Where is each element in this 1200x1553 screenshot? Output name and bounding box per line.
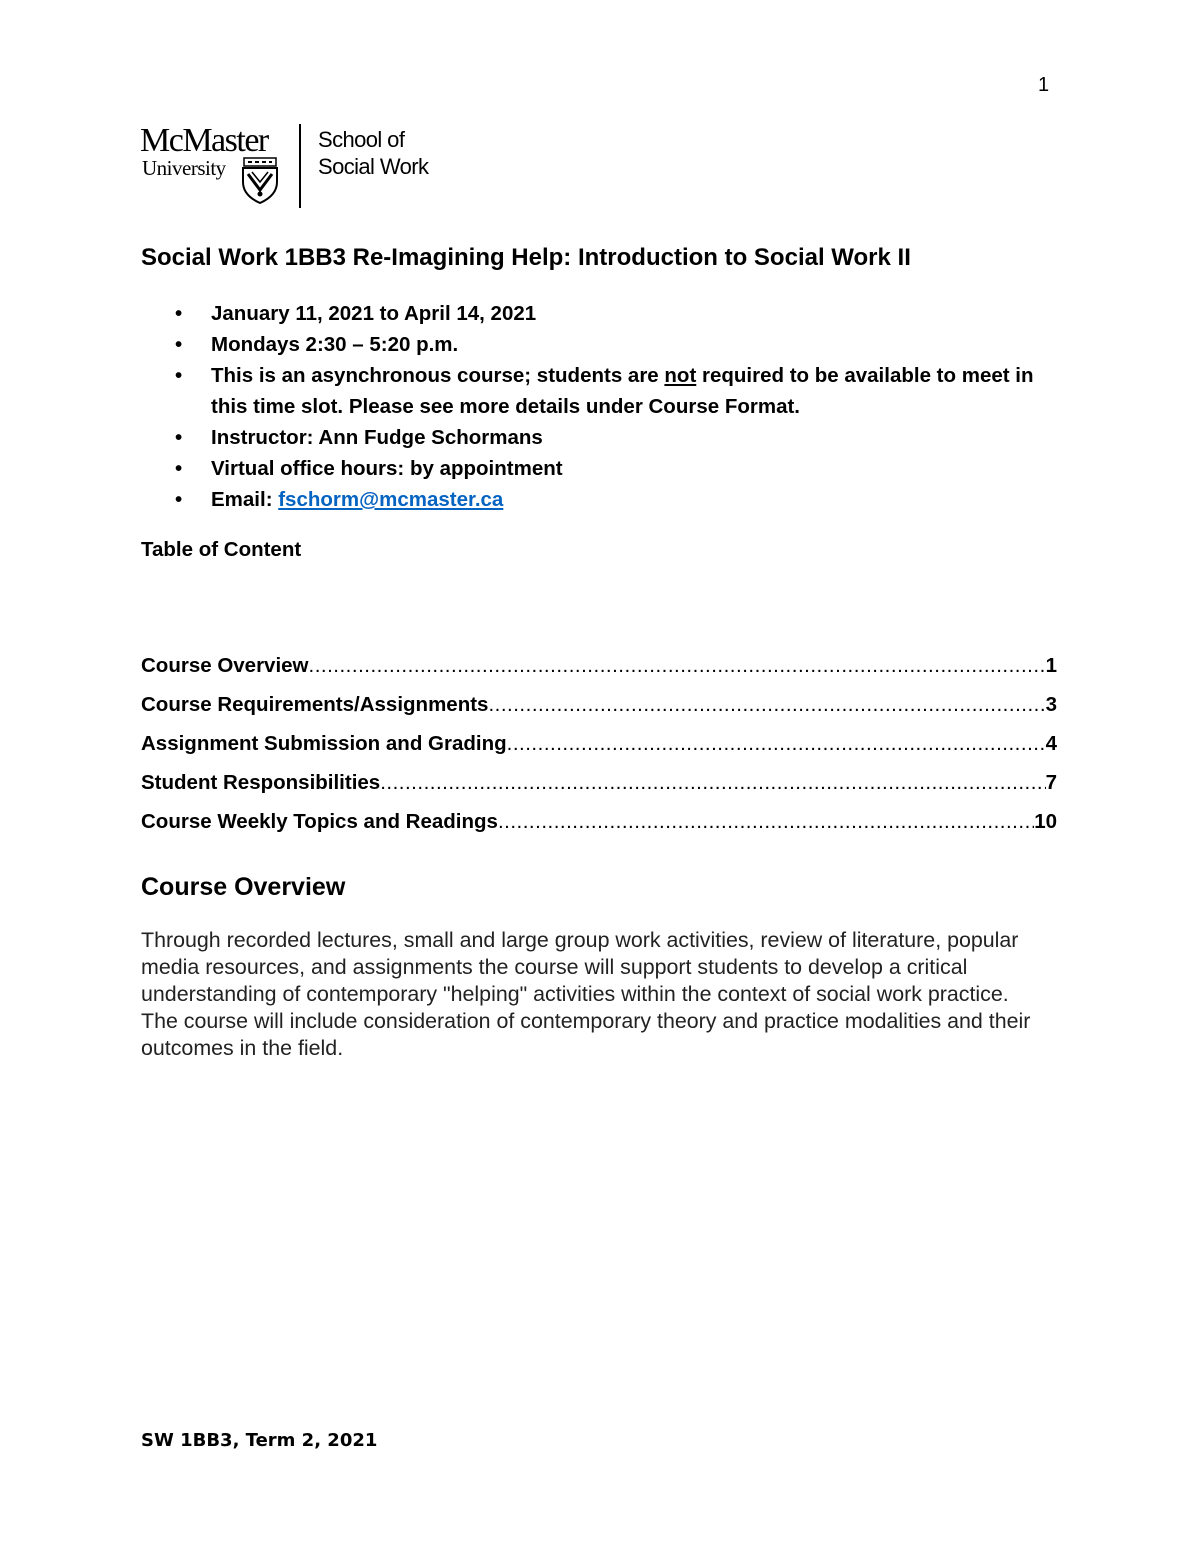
toc-leader xyxy=(507,730,1046,758)
bullet-icon: • xyxy=(175,488,183,511)
bullet-icon: • xyxy=(175,457,183,480)
toc-leader xyxy=(380,769,1045,797)
toc-leader xyxy=(498,808,1034,836)
toc-entry-page: 10 xyxy=(1034,810,1057,833)
logo-school-line2: Social Work xyxy=(318,154,429,179)
async-note-start: This is an asynchronous course; students are xyxy=(211,364,665,387)
university-logo xyxy=(140,122,440,212)
email-label: Email: xyxy=(211,488,279,511)
toc-entry-course-requirements[interactable] xyxy=(141,691,1057,730)
page-number: 1 xyxy=(1038,74,1050,96)
toc-entry-page: 7 xyxy=(1045,771,1057,794)
logo-university-word: University xyxy=(142,156,226,180)
course-info-list xyxy=(141,298,1061,515)
toc-entry-page: 3 xyxy=(1045,693,1057,716)
toc-heading: Table of Content xyxy=(141,538,302,561)
mcmaster-crest-icon xyxy=(240,156,280,204)
toc-entry-label: Student Responsibilities xyxy=(141,771,381,794)
toc-entry-label: Course Overview xyxy=(141,654,309,677)
bullet-icon: • xyxy=(175,364,183,387)
toc-entry-page: 1 xyxy=(1045,654,1057,677)
toc-entry-weekly-topics[interactable] xyxy=(141,808,1057,847)
list-item xyxy=(141,484,1061,515)
list-item xyxy=(141,298,1061,329)
course-title: Social Work 1BB3 Re-Imagining Help: Introduction to Social Work II xyxy=(141,244,911,271)
toc-entry-course-overview[interactable] xyxy=(141,652,1057,691)
page-footer: SW 1BB3, Term 2, 2021 xyxy=(141,1430,378,1451)
toc-entry-label: Course Weekly Topics and Readings xyxy=(141,810,498,833)
toc-entry-assignment-submission[interactable] xyxy=(141,730,1057,769)
email-link[interactable]: fschorm@mcmaster.ca xyxy=(278,488,504,511)
list-item xyxy=(141,422,1061,453)
async-note-emphasis: not xyxy=(664,364,697,387)
toc-entry-label: Assignment Submission and Grading xyxy=(141,732,507,755)
course-overview-paragraph: Through recorded lectures, small and large group work activities, review of literature, popular media resources, and assignments the course will support students to develop a critical understanding of contemporary "helping" activities within the context of social work practice. The course will include consideration of contemporary theory and practice modalities and their outcomes in the field. xyxy=(141,928,1031,1060)
toc-entry-label: Course Requirements/Assignments xyxy=(141,693,489,716)
list-item xyxy=(141,329,1061,360)
toc-leader xyxy=(309,652,1046,680)
toc-entry-page: 4 xyxy=(1045,732,1057,755)
async-note-end: required to be available to meet in this time slot. Please see more details under Course Format. xyxy=(211,364,1034,418)
course-schedule: Mondays 2:30 – 5:20 p.m. xyxy=(211,333,459,356)
bullet-icon: • xyxy=(175,302,183,325)
course-dates: January 11, 2021 to April 14, 2021 xyxy=(211,302,537,325)
list-item xyxy=(141,453,1061,484)
instructor: Instructor: Ann Fudge Schormans xyxy=(211,426,543,449)
section-heading-course-overview: Course Overview xyxy=(141,873,346,901)
list-item xyxy=(141,360,1061,422)
table-of-contents xyxy=(141,652,1057,847)
office-hours: Virtual office hours: by appointment xyxy=(211,457,563,480)
toc-leader xyxy=(488,691,1045,719)
logo-university-name: McMaster xyxy=(140,122,268,159)
bullet-icon: • xyxy=(175,426,183,449)
logo-school-line1: School of xyxy=(318,127,405,152)
toc-entry-student-responsibilities[interactable] xyxy=(141,769,1057,808)
bullet-icon: • xyxy=(175,333,183,356)
logo-divider xyxy=(299,124,301,208)
